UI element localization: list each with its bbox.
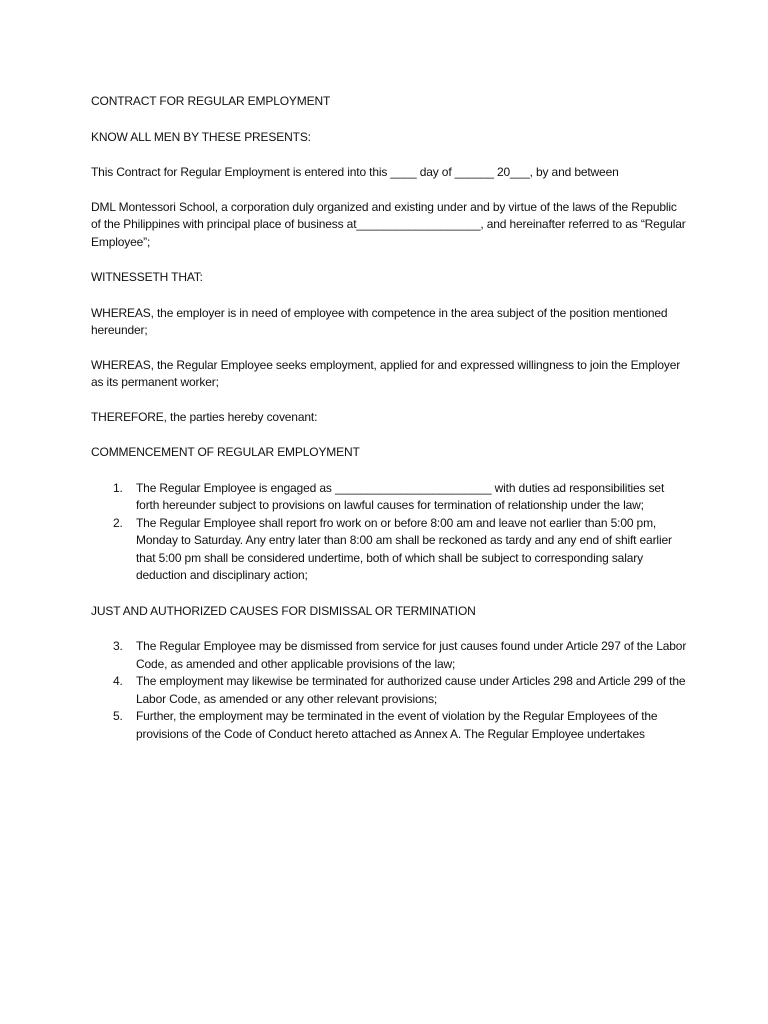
clause-text: Further, the employment may be terminated in the event of violation by the Regular Employees of the provisions of the Code of Conduct hereto attached as Annex A. The Regular Employee undertakes	[136, 709, 658, 741]
clause-number: 3.	[113, 639, 123, 653]
party-paragraph: DML Montessori School, a corporation duly organized and existing under and by virtue of the laws of the Republic of the Philippines with principal place of business at___________________, and hereinafter referred to as “Regular Employee”;	[91, 199, 686, 249]
clause-text: The Regular Employee may be dismissed from service for just causes found under Article 297 of the Labor Code, as amended and other applicable provisions of the law;	[136, 639, 687, 671]
clause-number: 5.	[113, 709, 123, 723]
clause-text: The Regular Employee shall report fro work on or before 8:00 am and leave not earlier than 5:00 pm, Monday to Saturday. Any entry later than 8:00 am shall be reckoned as tardy and any end of shift earlier that 5:00 pm shall be considered undertime, both of which shall be subject to corresponding salary deduction and disciplinary action;	[136, 515, 672, 582]
document-body	[91, 93, 687, 743]
therefore-paragraph: THEREFORE, the parties hereby covenant:	[91, 409, 318, 424]
section-heading-termination: JUST AND AUTHORIZED CAUSES FOR DISMISSAL OR TERMINATION	[91, 603, 476, 618]
clause-text: The Regular Employee is engaged as ________________________ with duties ad responsibilities set forth hereunder subject to provisions on lawful causes for termination of relationship under the law;	[136, 480, 665, 512]
clause-item	[91, 515, 687, 585]
clause-item	[91, 708, 687, 743]
whereas-paragraph-2: WHEREAS, the Regular Employee seeks employment, applied for and expressed willingness to join the Employer as its permanent worker;	[91, 357, 681, 389]
clause-number: 1.	[113, 480, 123, 495]
section-heading-commencement: COMMENCEMENT OF REGULAR EMPLOYMENT	[91, 445, 360, 459]
clause-item	[91, 480, 687, 515]
clause-item	[91, 673, 687, 708]
clause-list-termination	[91, 638, 687, 743]
clause-text: The employment may likewise be terminated for authorized cause under Articles 298 and Article 299 of the Labor Code, as amended or any other relevant provisions;	[136, 674, 686, 706]
preamble: KNOW ALL MEN BY THESE PRESENTS:	[91, 129, 311, 144]
witnesseth-heading: WITNESSETH THAT:	[91, 270, 203, 284]
whereas-paragraph-1: WHEREAS, the employer is in need of employee with competence in the area subject of the position mentioned hereunder;	[91, 305, 668, 337]
intro-paragraph: This Contract for Regular Employment is entered into this ____ day of ______ 20___, by and between	[91, 165, 619, 179]
clause-list-commencement	[91, 480, 687, 585]
clause-item	[91, 638, 687, 673]
clause-number: 4.	[113, 674, 123, 688]
clause-number: 2.	[113, 515, 123, 530]
document-title: CONTRACT FOR REGULAR EMPLOYMENT	[91, 94, 331, 108]
